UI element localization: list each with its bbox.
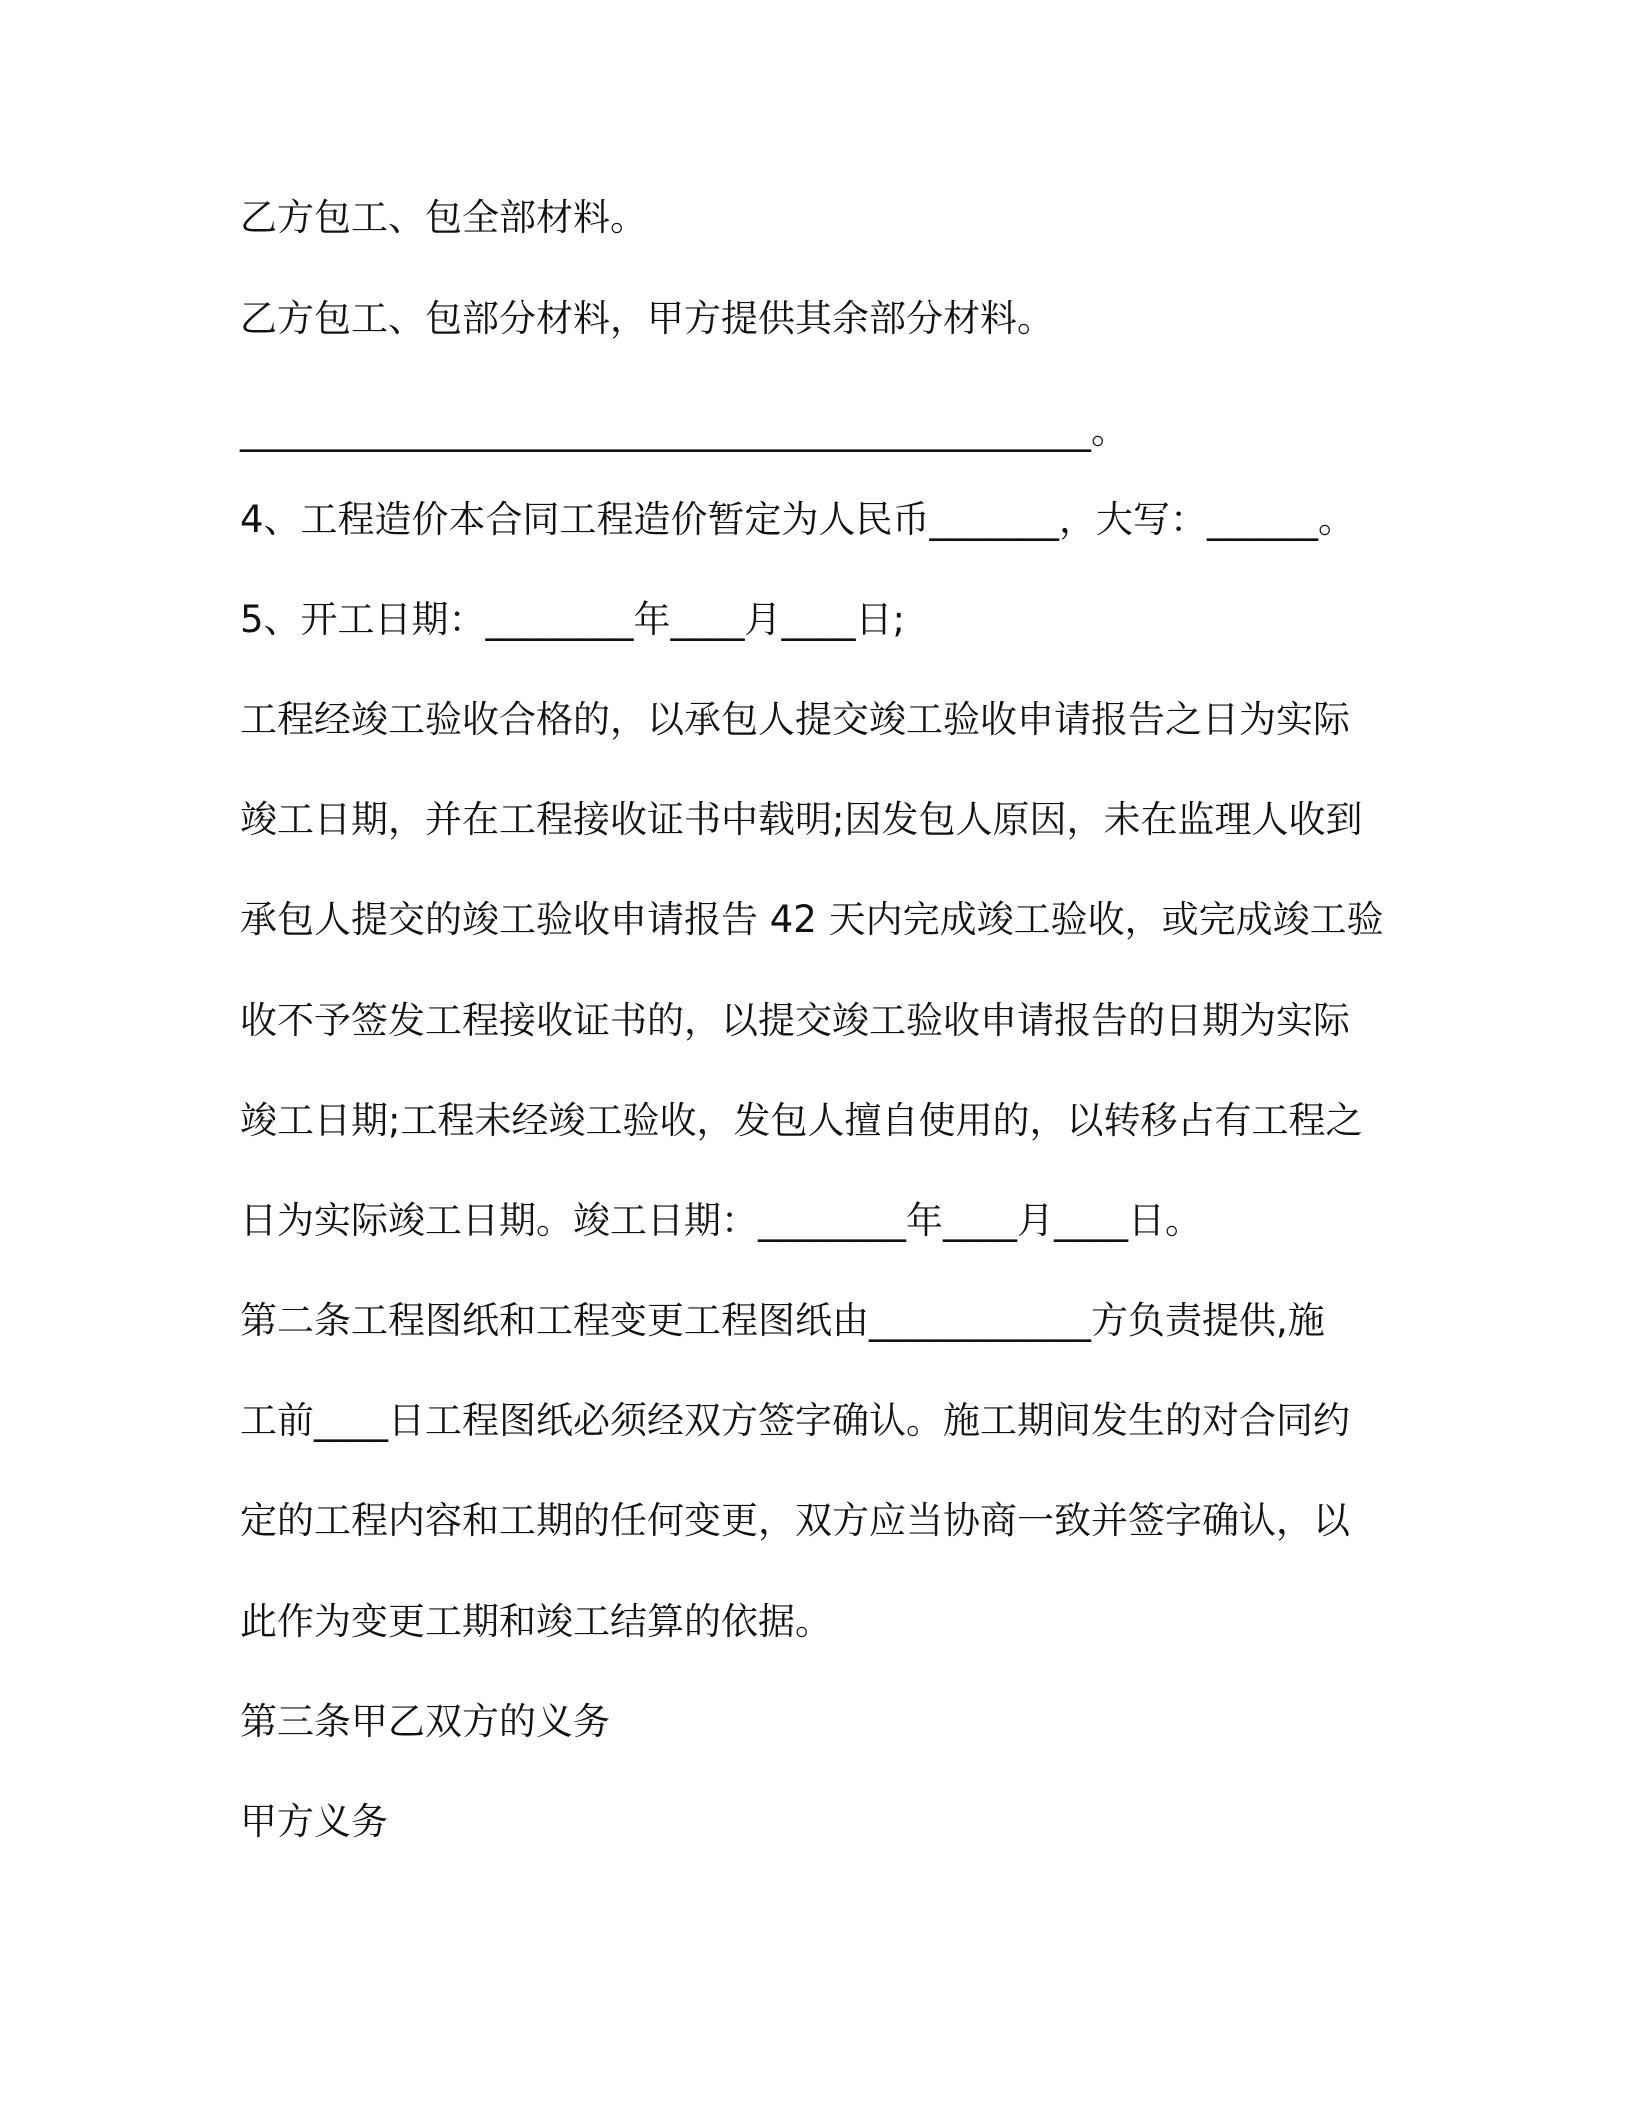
text-line-completion-date: 日为实际竣工日期。竣工日期：________年____月____日。 <box>240 1199 1202 1242</box>
text-line-material-partial: 乙方包工、包部分材料，甲方提供其余部分材料。 <box>240 297 1054 340</box>
text-line-completion-4: 收不予签发工程接收证书的，以提交竣工验收申请报告的日期为实际 <box>240 999 1350 1042</box>
text-line-project-cost: 4、工程造价本合同工程造价暂定为人民币_______，大写：______。 <box>240 498 1356 541</box>
text-line-completion-1: 工程经竣工验收合格的，以承包人提交竣工验收申请报告之日为实际 <box>240 698 1350 741</box>
text-line-article-2-1: 第二条工程图纸和工程变更工程图纸由____________方负责提供,施 <box>240 1299 1325 1342</box>
heading-party-a-obligations: 甲方义务 <box>240 1800 388 1843</box>
text-line-blank-fill: ______________________________________________。 <box>240 409 1128 452</box>
text-line-material-all: 乙方包工、包全部材料。 <box>240 196 647 239</box>
heading-article-3: 第三条甲乙双方的义务 <box>240 1700 610 1743</box>
text-line-article-2-4: 此作为变更工期和竣工结算的依据。 <box>240 1600 832 1643</box>
text-line-completion-3: 承包人提交的竣工验收申请报告 42 天内完成竣工验收，或完成竣工验 <box>240 898 1384 941</box>
text-line-completion-2: 竣工日期，并在工程接收证书中载明;因发包人原因，未在监理人收到 <box>240 798 1363 841</box>
text-line-article-2-3: 定的工程内容和工期的任何变更，双方应当协商一致并签字确认，以 <box>240 1499 1350 1542</box>
text-line-article-2-2: 工前____日工程图纸必须经双方签字确认。施工期间发生的对合同约 <box>240 1399 1350 1442</box>
text-line-completion-5: 竣工日期;工程未经竣工验收，发包人擅自使用的，以转移占有工程之 <box>240 1099 1363 1142</box>
text-line-start-date: 5、开工日期：________年____月____日; <box>240 598 906 641</box>
